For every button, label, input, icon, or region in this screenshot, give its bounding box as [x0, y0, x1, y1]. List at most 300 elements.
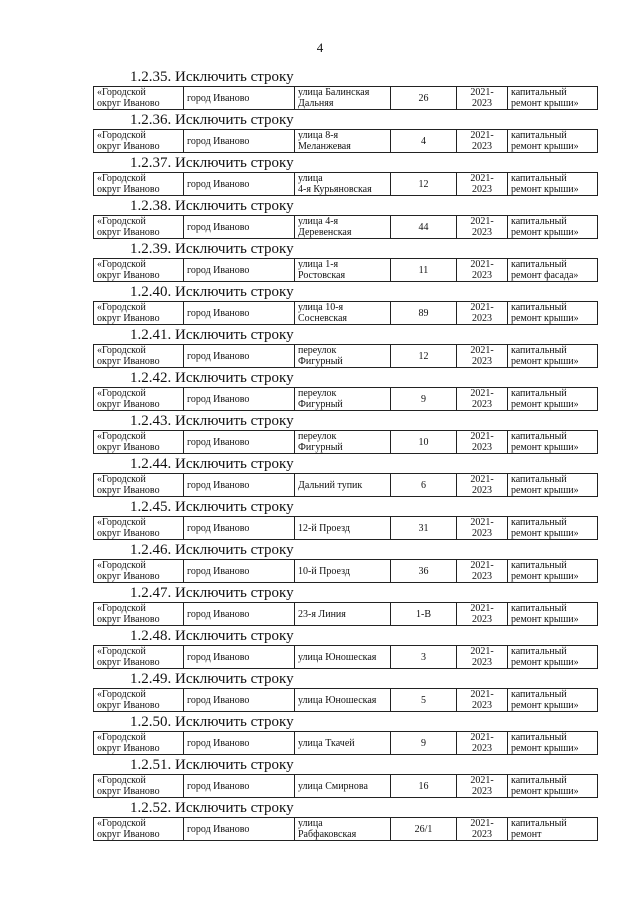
- house-number-cell: 89: [391, 302, 457, 325]
- street-cell: [295, 259, 391, 282]
- owner-cell-line: «Городской: [97, 474, 146, 485]
- amendment-heading: 1.2.50. Исключить строку: [130, 714, 294, 730]
- table-row: [94, 732, 598, 755]
- amendment-heading: 1.2.51. Исключить строку: [130, 757, 294, 773]
- owner-cell: [94, 474, 184, 497]
- street-cell: [295, 603, 391, 626]
- amendment-item: [93, 627, 583, 670]
- owner-cell-line: округ Иваново: [97, 614, 160, 625]
- street-cell: [295, 388, 391, 411]
- owner-cell-line: «Городской: [97, 345, 146, 356]
- excluded-row-table: [93, 258, 598, 282]
- house-number-cell: 6: [391, 474, 457, 497]
- table-row: [94, 517, 598, 540]
- table-row: [94, 216, 598, 239]
- period-cell: [457, 130, 508, 153]
- owner-cell-line: округ Иваново: [97, 141, 160, 152]
- table-row: [94, 775, 598, 798]
- owner-cell: [94, 775, 184, 798]
- period-cell-line: 2021-: [470, 87, 494, 98]
- owner-cell: [94, 345, 184, 368]
- street-cell-line: улица 4-я: [298, 216, 339, 227]
- owner-cell-line: округ Иваново: [97, 356, 160, 367]
- work-type-cell: [508, 302, 598, 325]
- period-cell-line: 2021-: [470, 775, 494, 786]
- street-cell-line: 12-й Проезд: [298, 522, 350, 534]
- owner-cell: [94, 818, 184, 841]
- owner-cell: [94, 216, 184, 239]
- street-cell: [295, 302, 391, 325]
- city-cell: город Иваново: [184, 259, 295, 282]
- street-cell: [295, 474, 391, 497]
- work-type-cell: [508, 345, 598, 368]
- period-cell-line: 2021-: [470, 517, 494, 528]
- period-cell-line: 2023: [472, 829, 492, 840]
- city-cell: город Иваново: [184, 130, 295, 153]
- period-cell-line: 2023: [472, 700, 492, 711]
- house-number-cell: 16: [391, 775, 457, 798]
- work-type-cell-line: капитальный: [511, 259, 567, 270]
- table-row: [94, 87, 598, 110]
- amendment-item: [93, 670, 583, 713]
- period-cell-line: 2023: [472, 270, 492, 281]
- city-cell: город Иваново: [184, 689, 295, 712]
- city-cell: город Иваново: [184, 302, 295, 325]
- owner-cell-line: округ Иваново: [97, 571, 160, 582]
- owner-cell-line: «Городской: [97, 173, 146, 184]
- excluded-row-table: [93, 387, 598, 411]
- city-cell: город Иваново: [184, 818, 295, 841]
- excluded-row-table: [93, 129, 598, 153]
- owner-cell-line: «Городской: [97, 259, 146, 270]
- owner-cell-line: «Городской: [97, 302, 146, 313]
- page-number: 4: [316, 40, 324, 55]
- owner-cell: [94, 603, 184, 626]
- period-cell-line: 2021-: [470, 388, 494, 399]
- period-cell: [457, 216, 508, 239]
- amendment-heading: 1.2.46. Исключить строку: [130, 542, 294, 558]
- owner-cell-line: округ Иваново: [97, 227, 160, 238]
- period-cell-line: 2023: [472, 98, 492, 109]
- house-number-cell: 10: [391, 431, 457, 454]
- excluded-row-table: [93, 86, 598, 110]
- owner-cell-line: округ Иваново: [97, 829, 160, 840]
- amendment-item: [93, 68, 583, 111]
- period-cell-line: 2023: [472, 184, 492, 195]
- excluded-row-table: [93, 731, 598, 755]
- house-number-cell: 5: [391, 689, 457, 712]
- owner-cell-line: «Городской: [97, 130, 146, 141]
- owner-cell-line: «Городской: [97, 603, 146, 614]
- house-number-cell: 26/1: [391, 818, 457, 841]
- amendment-item: [93, 154, 583, 197]
- city-cell: город Иваново: [184, 87, 295, 110]
- street-cell: [295, 130, 391, 153]
- street-cell-line: Фигурный: [298, 442, 343, 453]
- period-cell-line: 2021-: [470, 646, 494, 657]
- street-cell-line: улица: [298, 818, 323, 829]
- house-number-cell: 31: [391, 517, 457, 540]
- city-cell: город Иваново: [184, 603, 295, 626]
- work-type-cell-line: капитальный: [511, 474, 567, 485]
- street-cell-line: Фигурный: [298, 399, 343, 410]
- owner-cell-line: округ Иваново: [97, 700, 160, 711]
- street-cell-line: переулок: [298, 431, 337, 442]
- city-cell: город Иваново: [184, 775, 295, 798]
- street-cell-line: Деревенская: [298, 227, 352, 238]
- street-cell-line: Дальний тупик: [298, 479, 363, 491]
- excluded-row-table: [93, 817, 598, 841]
- excluded-row-table: [93, 516, 598, 540]
- owner-cell: [94, 517, 184, 540]
- table-row: [94, 388, 598, 411]
- street-cell-line: 10-й Проезд: [298, 565, 350, 577]
- street-cell: [295, 216, 391, 239]
- period-cell-line: 2021-: [470, 431, 494, 442]
- excluded-row-table: [93, 602, 598, 626]
- period-cell: [457, 775, 508, 798]
- work-type-cell-line: капитальный: [511, 732, 567, 743]
- amendment-heading: 1.2.47. Исключить строку: [130, 585, 294, 601]
- street-cell: [295, 560, 391, 583]
- table-row: [94, 173, 598, 196]
- amendment-heading: 1.2.40. Исключить строку: [130, 284, 294, 300]
- work-type-cell: [508, 775, 598, 798]
- period-cell-line: 2023: [472, 657, 492, 668]
- city-cell: город Иваново: [184, 732, 295, 755]
- period-cell-line: 2021-: [470, 474, 494, 485]
- period-cell-line: 2021-: [470, 302, 494, 313]
- owner-cell: [94, 173, 184, 196]
- period-cell-line: 2021-: [470, 130, 494, 141]
- amendment-item: [93, 713, 583, 756]
- owner-cell-line: «Городской: [97, 818, 146, 829]
- house-number-cell: 1-В: [391, 603, 457, 626]
- period-cell-line: 2021-: [470, 173, 494, 184]
- period-cell-line: 2021-: [470, 818, 494, 829]
- amendment-heading: 1.2.42. Исключить строку: [130, 370, 294, 386]
- period-cell-line: 2023: [472, 571, 492, 582]
- street-cell: [295, 173, 391, 196]
- city-cell: город Иваново: [184, 517, 295, 540]
- period-cell-line: 2023: [472, 528, 492, 539]
- period-cell-line: 2021-: [470, 259, 494, 270]
- work-type-cell-line: ремонт крыши»: [511, 700, 579, 711]
- work-type-cell-line: капитальный: [511, 302, 567, 313]
- period-cell: [457, 474, 508, 497]
- amendment-heading: 1.2.45. Исключить строку: [130, 499, 294, 515]
- period-cell-line: 2021-: [470, 345, 494, 356]
- street-cell-line: Рабфаковская: [298, 829, 357, 840]
- amendment-item: [93, 111, 583, 154]
- city-cell: город Иваново: [184, 560, 295, 583]
- street-cell-line: 4-я Курьяновская: [298, 184, 372, 195]
- period-cell-line: 2021-: [470, 560, 494, 571]
- house-number-cell: 44: [391, 216, 457, 239]
- table-row: [94, 474, 598, 497]
- period-cell-line: 2023: [472, 313, 492, 324]
- owner-cell-line: «Городской: [97, 689, 146, 700]
- period-cell-line: 2021-: [470, 216, 494, 227]
- period-cell-line: 2023: [472, 786, 492, 797]
- owner-cell: [94, 302, 184, 325]
- owner-cell: [94, 259, 184, 282]
- work-type-cell-line: капитальный: [511, 388, 567, 399]
- work-type-cell-line: капитальный: [511, 87, 567, 98]
- owner-cell: [94, 689, 184, 712]
- excluded-row-table: [93, 645, 598, 669]
- street-cell: [295, 775, 391, 798]
- amendment-item: [93, 498, 583, 541]
- work-type-cell-line: капитальный: [511, 130, 567, 141]
- excluded-row-table: [93, 473, 598, 497]
- owner-cell: [94, 560, 184, 583]
- excluded-row-table: [93, 774, 598, 798]
- period-cell: [457, 259, 508, 282]
- street-cell: [295, 517, 391, 540]
- street-cell-line: переулок: [298, 388, 337, 399]
- owner-cell-line: округ Иваново: [97, 184, 160, 195]
- work-type-cell-line: ремонт крыши»: [511, 571, 579, 582]
- period-cell-line: 2023: [472, 614, 492, 625]
- amendment-item: [93, 799, 583, 842]
- owner-cell-line: округ Иваново: [97, 485, 160, 496]
- period-cell-line: 2023: [472, 743, 492, 754]
- work-type-cell: [508, 689, 598, 712]
- city-cell: город Иваново: [184, 173, 295, 196]
- work-type-cell-line: ремонт крыши»: [511, 442, 579, 453]
- street-cell-line: Ростовская: [298, 270, 346, 281]
- owner-cell-line: округ Иваново: [97, 528, 160, 539]
- street-cell-line: Дальняя: [298, 98, 334, 109]
- owner-cell-line: «Городской: [97, 517, 146, 528]
- table-row: [94, 130, 598, 153]
- owner-cell-line: «Городской: [97, 388, 146, 399]
- excluded-row-table: [93, 301, 598, 325]
- work-type-cell-line: ремонт крыши»: [511, 657, 579, 668]
- work-type-cell-line: ремонт крыши»: [511, 141, 579, 152]
- street-cell-line: улица 10-я: [298, 302, 344, 313]
- work-type-cell-line: ремонт крыши»: [511, 399, 579, 410]
- street-cell-line: переулок: [298, 345, 337, 356]
- owner-cell-line: «Городской: [97, 732, 146, 743]
- work-type-cell: [508, 517, 598, 540]
- work-type-cell: [508, 474, 598, 497]
- work-type-cell-line: ремонт крыши»: [511, 184, 579, 195]
- owner-cell: [94, 431, 184, 454]
- excluded-row-table: [93, 559, 598, 583]
- work-type-cell: [508, 259, 598, 282]
- work-type-cell: [508, 216, 598, 239]
- owner-cell-line: «Городской: [97, 560, 146, 571]
- work-type-cell-line: ремонт: [511, 829, 542, 840]
- table-row: [94, 818, 598, 841]
- owner-cell-line: «Городской: [97, 775, 146, 786]
- work-type-cell-line: капитальный: [511, 173, 567, 184]
- table-row: [94, 560, 598, 583]
- work-type-cell-line: капитальный: [511, 431, 567, 442]
- period-cell: [457, 431, 508, 454]
- owner-cell: [94, 87, 184, 110]
- period-cell: [457, 302, 508, 325]
- table-row: [94, 431, 598, 454]
- street-cell-line: улица Смирнова: [298, 780, 368, 792]
- owner-cell: [94, 388, 184, 411]
- house-number-cell: 9: [391, 732, 457, 755]
- table-row: [94, 603, 598, 626]
- street-cell-line: улица 8-я: [298, 130, 339, 141]
- amendment-heading: 1.2.52. Исключить строку: [130, 800, 294, 816]
- work-type-cell: [508, 732, 598, 755]
- period-cell: [457, 345, 508, 368]
- period-cell-line: 2023: [472, 356, 492, 367]
- owner-cell-line: округ Иваново: [97, 743, 160, 754]
- city-cell: город Иваново: [184, 646, 295, 669]
- work-type-cell-line: ремонт крыши»: [511, 227, 579, 238]
- amendments-list: [93, 68, 583, 842]
- period-cell: [457, 560, 508, 583]
- street-cell: [295, 431, 391, 454]
- owner-cell-line: «Городской: [97, 216, 146, 227]
- street-cell-line: 23-я Линия: [298, 608, 346, 620]
- excluded-row-table: [93, 688, 598, 712]
- work-type-cell-line: ремонт крыши»: [511, 98, 579, 109]
- table-row: [94, 345, 598, 368]
- owner-cell: [94, 130, 184, 153]
- street-cell: [295, 818, 391, 841]
- period-cell: [457, 388, 508, 411]
- period-cell: [457, 646, 508, 669]
- street-cell-line: улица Юношеская: [298, 651, 377, 663]
- excluded-row-table: [93, 344, 598, 368]
- period-cell-line: 2023: [472, 141, 492, 152]
- owner-cell-line: округ Иваново: [97, 442, 160, 453]
- street-cell: [295, 345, 391, 368]
- amendment-heading: 1.2.43. Исключить строку: [130, 413, 294, 429]
- owner-cell: [94, 646, 184, 669]
- work-type-cell: [508, 431, 598, 454]
- street-cell-line: улица Юношеская: [298, 694, 377, 706]
- period-cell: [457, 689, 508, 712]
- work-type-cell: [508, 130, 598, 153]
- street-cell-line: улица Ткачей: [298, 737, 355, 749]
- excluded-row-table: [93, 215, 598, 239]
- work-type-cell-line: капитальный: [511, 216, 567, 227]
- amendment-heading: 1.2.35. Исключить строку: [130, 69, 294, 85]
- street-cell: [295, 689, 391, 712]
- amendment-item: [93, 756, 583, 799]
- amendment-item: [93, 240, 583, 283]
- owner-cell-line: «Городской: [97, 87, 146, 98]
- period-cell-line: 2021-: [470, 689, 494, 700]
- work-type-cell-line: ремонт крыши»: [511, 313, 579, 324]
- house-number-cell: 9: [391, 388, 457, 411]
- work-type-cell-line: ремонт крыши»: [511, 614, 579, 625]
- city-cell: город Иваново: [184, 388, 295, 411]
- period-cell-line: 2021-: [470, 732, 494, 743]
- table-row: [94, 302, 598, 325]
- work-type-cell: [508, 87, 598, 110]
- city-cell: город Иваново: [184, 431, 295, 454]
- work-type-cell-line: капитальный: [511, 775, 567, 786]
- work-type-cell-line: капитальный: [511, 517, 567, 528]
- excluded-row-table: [93, 430, 598, 454]
- work-type-cell-line: ремонт крыши»: [511, 528, 579, 539]
- period-cell: [457, 517, 508, 540]
- house-number-cell: 3: [391, 646, 457, 669]
- amendment-heading: 1.2.48. Исключить строку: [130, 628, 294, 644]
- work-type-cell-line: ремонт крыши»: [511, 786, 579, 797]
- house-number-cell: 12: [391, 173, 457, 196]
- work-type-cell: [508, 603, 598, 626]
- street-cell-line: улица: [298, 173, 323, 184]
- excluded-row-table: [93, 172, 598, 196]
- owner-cell-line: «Городской: [97, 431, 146, 442]
- amendment-heading: 1.2.36. Исключить строку: [130, 112, 294, 128]
- work-type-cell-line: капитальный: [511, 689, 567, 700]
- street-cell: [295, 87, 391, 110]
- work-type-cell-line: капитальный: [511, 560, 567, 571]
- amendment-heading: 1.2.37. Исключить строку: [130, 155, 294, 171]
- street-cell: [295, 732, 391, 755]
- owner-cell: [94, 732, 184, 755]
- work-type-cell: [508, 388, 598, 411]
- period-cell-line: 2023: [472, 485, 492, 496]
- owner-cell-line: округ Иваново: [97, 98, 160, 109]
- work-type-cell-line: ремонт крыши»: [511, 356, 579, 367]
- amendment-heading: 1.2.38. Исключить строку: [130, 198, 294, 214]
- house-number-cell: 11: [391, 259, 457, 282]
- period-cell: [457, 732, 508, 755]
- period-cell: [457, 818, 508, 841]
- amendment-item: [93, 283, 583, 326]
- table-row: [94, 259, 598, 282]
- city-cell: город Иваново: [184, 216, 295, 239]
- work-type-cell-line: ремонт фасада»: [511, 270, 579, 281]
- work-type-cell-line: капитальный: [511, 603, 567, 614]
- city-cell: город Иваново: [184, 474, 295, 497]
- owner-cell-line: округ Иваново: [97, 657, 160, 668]
- work-type-cell-line: ремонт крыши»: [511, 743, 579, 754]
- street-cell: [295, 646, 391, 669]
- city-cell: город Иваново: [184, 345, 295, 368]
- amendment-item: [93, 326, 583, 369]
- period-cell-line: 2023: [472, 442, 492, 453]
- amendment-heading: 1.2.39. Исключить строку: [130, 241, 294, 257]
- street-cell-line: улица Балинская: [298, 87, 370, 98]
- work-type-cell-line: капитальный: [511, 818, 567, 829]
- amendment-item: [93, 455, 583, 498]
- work-type-cell-line: ремонт крыши»: [511, 485, 579, 496]
- amendment-item: [93, 369, 583, 412]
- amendment-item: [93, 197, 583, 240]
- amendment-item: [93, 584, 583, 627]
- street-cell-line: Фигурный: [298, 356, 343, 367]
- owner-cell-line: округ Иваново: [97, 313, 160, 324]
- house-number-cell: 4: [391, 130, 457, 153]
- house-number-cell: 36: [391, 560, 457, 583]
- work-type-cell-line: капитальный: [511, 646, 567, 657]
- period-cell: [457, 603, 508, 626]
- amendment-item: [93, 412, 583, 455]
- house-number-cell: 12: [391, 345, 457, 368]
- owner-cell-line: округ Иваново: [97, 786, 160, 797]
- owner-cell-line: округ Иваново: [97, 399, 160, 410]
- period-cell-line: 2021-: [470, 603, 494, 614]
- period-cell: [457, 173, 508, 196]
- amendment-heading: 1.2.44. Исключить строку: [130, 456, 294, 472]
- work-type-cell: [508, 560, 598, 583]
